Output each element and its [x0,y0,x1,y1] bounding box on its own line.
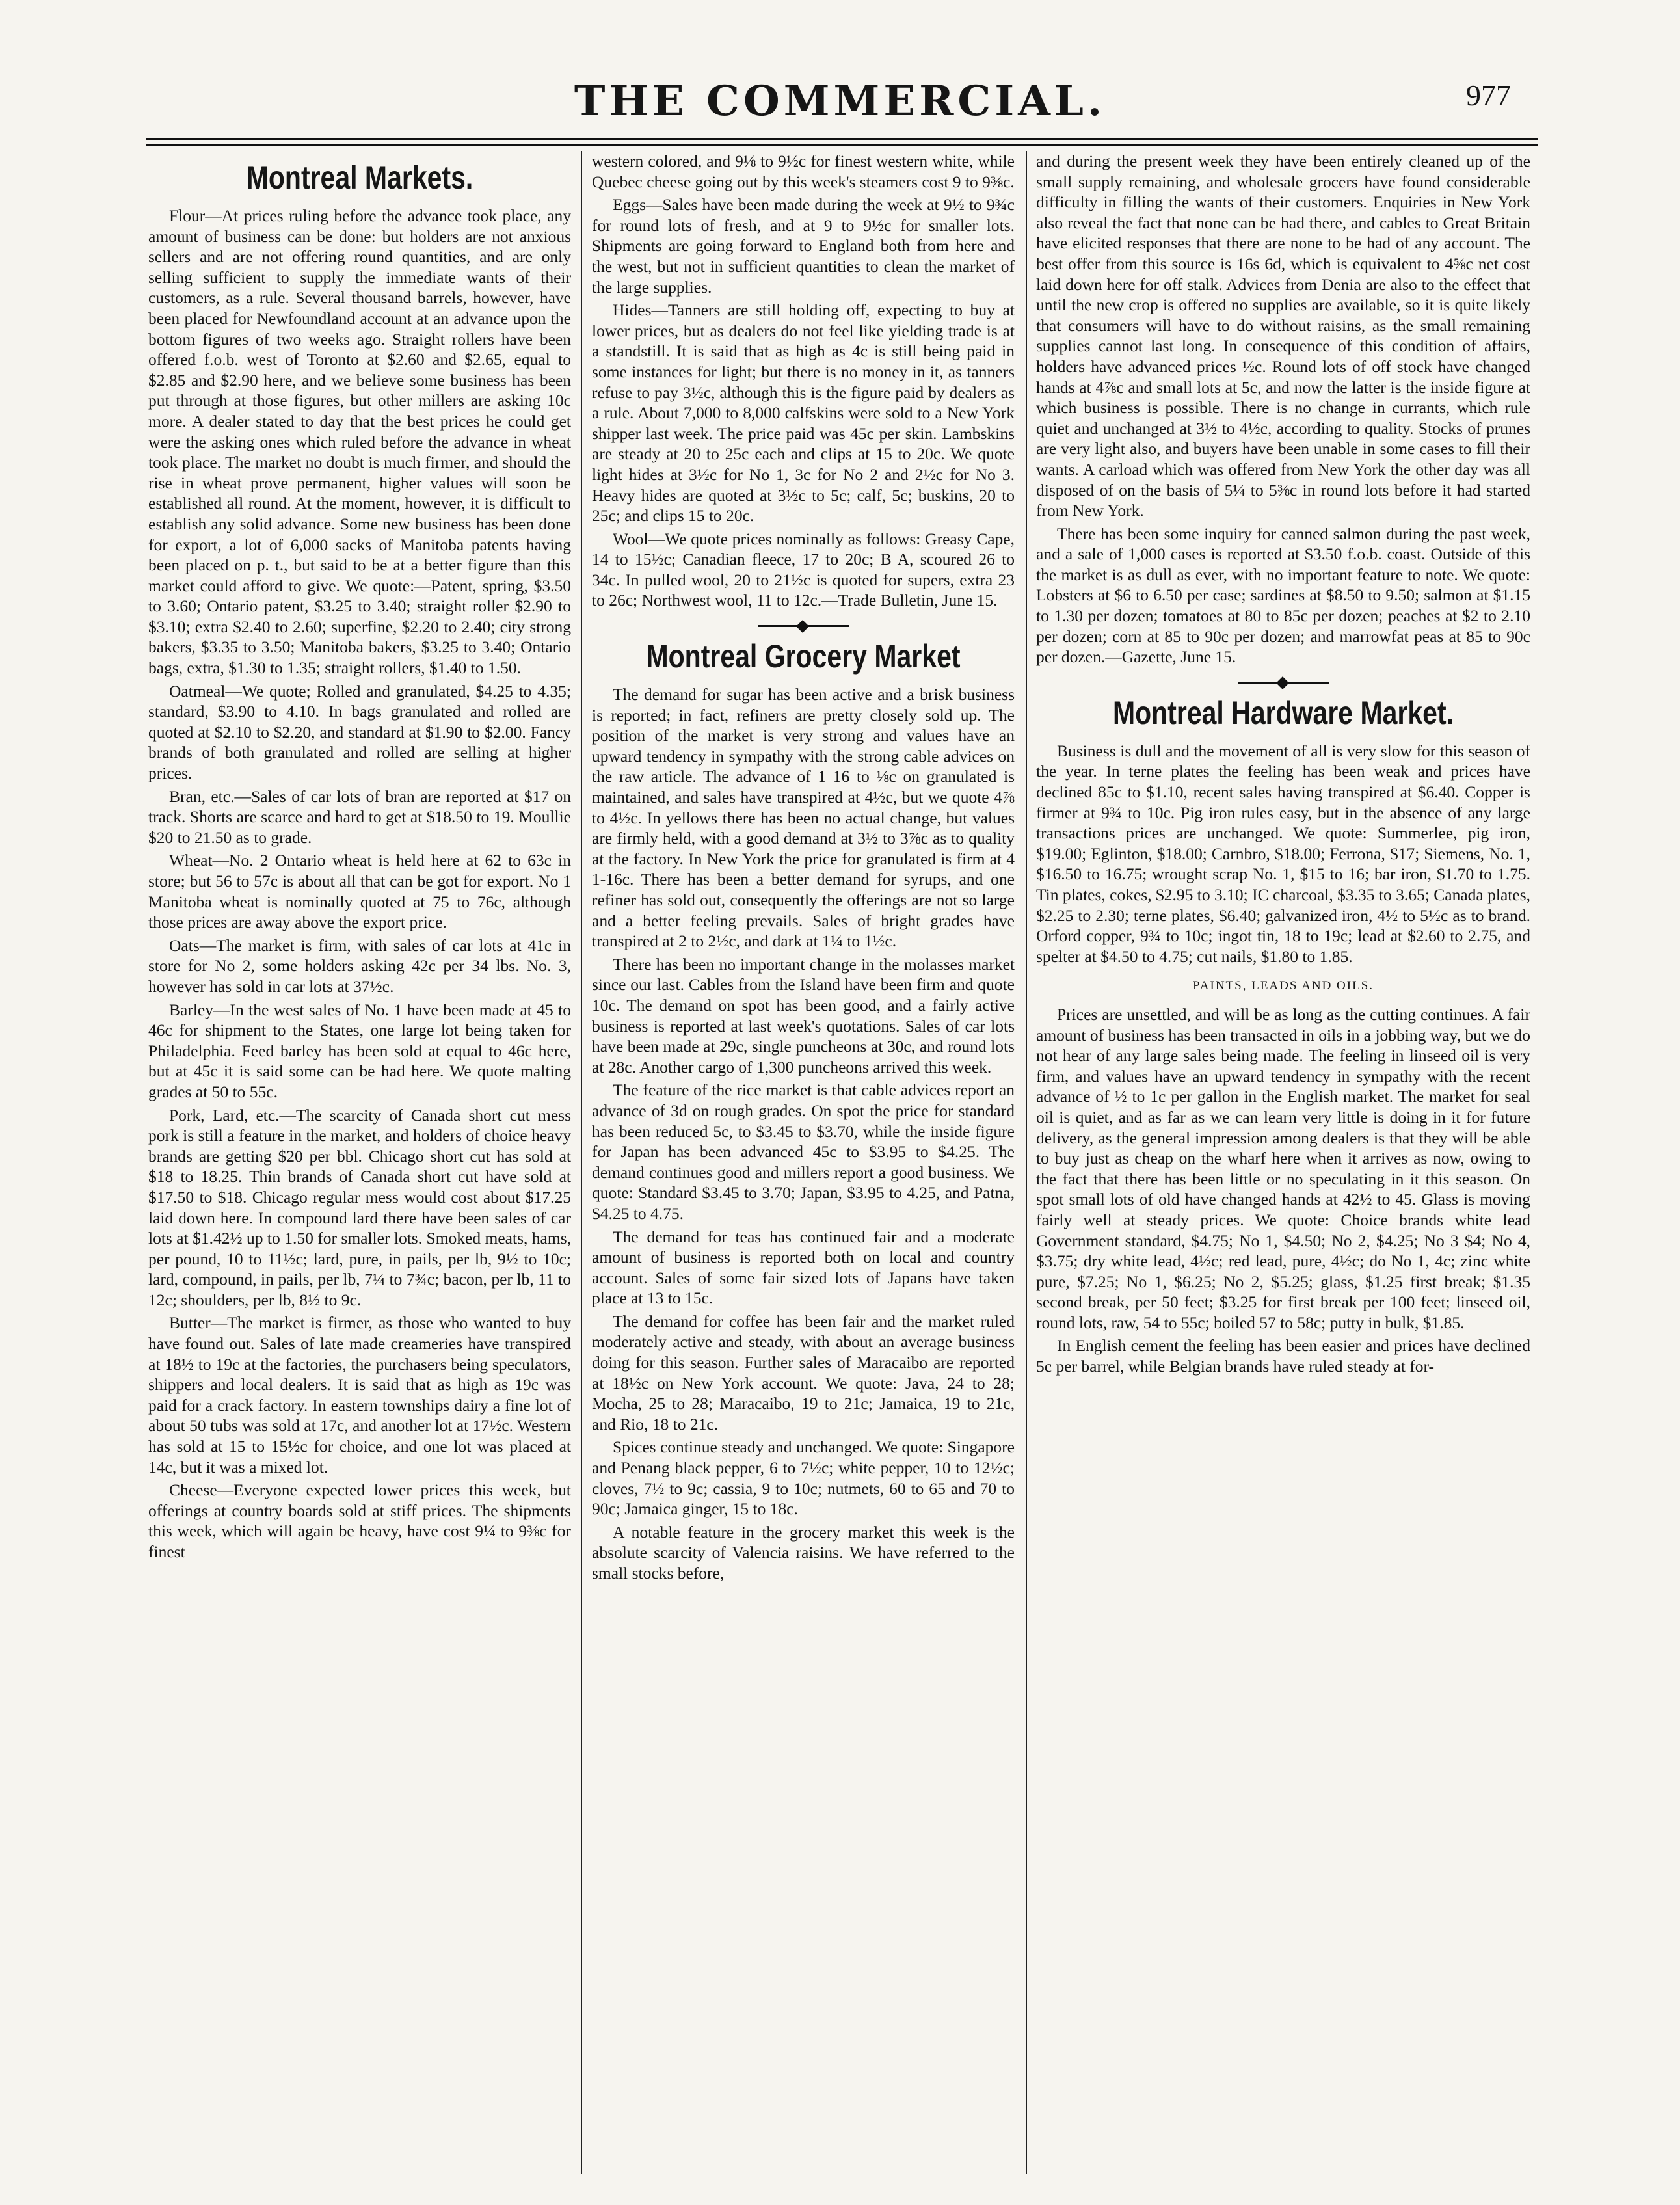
masthead-title: THE COMMERCIAL. [574,77,1106,126]
section-separator [1238,682,1329,684]
subheading-paints-leads-oils: PAINTS, LEADS AND OILS. [1192,979,1374,993]
article-paragraph: The feature of the rice market is that cable advices report an advance of 3d on rough grades. On spot the price for standard has been reduced 5c, to $3.45 to $3.70, while the inside figure for Japan has been advanced 45c to $3.95 to $4.25. The demand continues good and millers report a good business. We quote: Standard $3.45 to 3.70; Japan, $3.95 to 4.25, and Patna, $4.25 to 4.75. [592,1080,1015,1223]
section-heading-montreal-markets: Montreal Markets. [246,159,473,196]
article-paragraph: There has been some inquiry for canned salmon during the past week, and a sale of 1,000 cases is reported at $3.50 f.o.b. coast. Outside of this the market is as dull as ever, with no important feature to note. We quote: Lobsters at $6 to 6.50 per case; sardines at $8.50 to 9.50; salmon at $1.15 to 1.30 per dozen; tomatoes at 80 to 85c per dozen; peaches at $2 to 2.10 per dozen; corn at 85 to 90c per dozen; and marrowfat peas at 85 to 90c per dozen.—Gazette, June 15. [1036,524,1530,667]
article-paragraph: western colored, and 9⅛ to 9½c for finest western white, while Quebec cheese going out by this week's steamers cost 9 to 9⅜c. [592,152,1015,191]
article-paragraph: Hides—Tanners are still holding off, expecting to buy at lower prices, but as dealers do not feel like yielding trade is at a standstill. It is said that as high as 4c is still being paid in some instances for light; but there is no money in it, as tanners refuse to pay 3½c, although this is the figure paid by dealers as a rule. About 7,000 to 8,000 calfskins were sold to a New York shipper last week. The price paid was 45c per skin. Lambskins are steady at 20 to 25c each and clips at 15 to 20c. We quote light hides at 3½c for No 1, 3c for No 2 and 2½c for No 3. Heavy hides are quoted at 3½c to 5c; calf, 5c; buskins, 20 to 25c; and clips 15 to 20c. [592,301,1015,526]
article-paragraph: Barley—In the west sales of No. 1 have been made at 45 to 46c for shipment to the States, one large lot being taken for Philadelphia. Feed barley has been sold at equal to 46c here, but at 45c it is said some can be had here. We quote malting grades at 50 to 55c. [148,1000,571,1101]
article-paragraph: Oatmeal—We quote; Rolled and granulated, $4.25 to 4.35; standard, $3.90 to 4.10. In bags granulated and rolled are quoted at $2.10 to $2.20, and standard at $1.90 to $2.00. Fancy brands of both granulated and rolled are selling at higher prices. [148,681,571,783]
article-paragraph: The demand for sugar has been active and a brisk business is reported; in fact, refiners are pretty closely sold up. The position of the market is very strong and values have an upward tendency in sympathy with the strong cable advices on the raw article. The advance of 1 16 to ⅛c on granulated is maintained, and sales have transpired at 4½c, but we quote 4⅞ to 4½c. In yellows there has been no actual change, but values are firmly held, with a good demand at 3½ to 3⅞c as to quality at the factory. In New York the price for granulated is firm at 4 1-16c. There has been a better demand for syrups, and one refiner has sold out, consequently the offerings are not so large and a better feeling prevails. Sales of bright grades have transpired at 2 to 2½c, and dark at 1¼ to 1½c. [592,685,1015,951]
article-paragraph: Business is dull and the movement of all is very slow for this season of the year. In terne plates the feeling has been weak and prices have declined 85c to $1.10, recent sales having transpired at $6.40. Copper is firmer at 9¾ to 10c. Pig iron rules easy, but in the absence of any large transactions prices are unchanged. We quote: Summerlee, pig iron, $19.00; Eglinton, $18.00; Carnbro, $18.00; Ferrona, $17; Siemens, No. 1, $16.50 to 16.75; wrought scrap No. 1, $15 to 16; bar iron, $1.70 to 1.75. Tin plates, cokes, $2.95 to 3.10; IC charcoal, $3.35 to 3.65; Canada plates, $2.25 to 2.30; terne plates, $6.40; galvanized iron, 4½ to 5½c as to brand. Orford copper, 9¾ to 10c; ingot tin, 18 to 19c; lead at $2.60 to 2.75, and spelter at $4.50 to 4.75; cut nails, $1.80 to 1.85. [1036,741,1530,966]
article-paragraph: The demand for coffee has been fair and the market ruled moderately active and steady, with about an average business doing for this season. Further sales of Maracaibo are reported at 18½c on New York account. We quote: Java, 24 to 28; Mocha, 25 to 28; Maracaibo, 19 to 21c; Jamaica, 19 to 21c, and Rio, 18 to 21c. [592,1311,1015,1434]
article-paragraph: Cheese—Everyone expected lower prices this week, but offerings at country boards sold at stiff prices. The shipments this week, which will again be heavy, have cost 9¼ to 9⅜c for finest [148,1480,571,1561]
column-1 [148,151,571,2180]
article-paragraph: Wool—We quote prices nominally as follows: Greasy Cape, 14 to 15½c; Canadian fleece, 17 to 20c; B A, scoured 26 to 34c. In pulled wool, 20 to 21½c is quoted for supers, extra 23 to 26c; Northwest wool, 11 to 12c.—Trade Bulletin, June 15. [592,529,1015,610]
section-heading-grocery-market: Montreal Grocery Market [646,638,961,675]
article-paragraph: Oats—The market is firm, with sales of car lots at 41c in store for No 2, some holders asking 42c per 34 lbs. No. 3, however has sold in car lots at 37½c. [148,935,571,996]
article-paragraph: and during the present week they have been entirely cleaned up of the small supply remaining, and wholesale grocers have found considerable difficulty in filling the wants of their customers. Enquiries in New York also reveal the fact that none can be had there, and cables to Great Britain have elicited responses that there are none to be had of any account. The best offer from this source is 16s 6d, which is equivalent to 4⅝c net cost laid down here for off stalk. Advices from Denia are also to the effect that until the new crop is offered no supplies are available, so it is quite likely that consumers will have to do without raisins, as the small remaining supplies cannot last long. In consequence of this condition of affairs, holders have advanced prices ½c. Round lots of off stock have changed hands at 4⅞c and small lots at 5c, and now the latter is the inside figure at which business is possible. There is no change in currants, which rule quiet and unchanged at 3½ to 4½c, according to quality. Stocks of prunes are very light also, and buyers have been unable in some cases to fill their wants. A carload which was offered from New York the other day was all disposed of on the basis of 5¼ to 5⅜c in round lots before it had started from New York. [1036,152,1530,520]
column-2 [592,151,1015,2180]
section-heading-hardware-market: Montreal Hardware Market. [1112,694,1454,731]
article-paragraph: Pork, Lard, etc.—The scarcity of Canada short cut mess pork is still a feature in the market, and holders of choice heavy brands are getting $20 per bbl. Chicago short cut has sold at $18 to 18.25. Thin brands of Canada short cut have sold at $17.50 to $18. Chicago regular mess would cost about $17.25 laid down here. In compound lard there have been sales of car lots at $1.42½ up to 1.50 for smaller lots. Smoked meats, hams, per pound, 10 to 11½c; lard, pure, in pails, per lb, 9½ to 10c; lard, compound, in pails, per lb, 7¼ to 7¾c; bacon, per lb, 11 to 12c; shoulders, per lb, 8½ to 9c. [148,1105,571,1309]
column-3 [1036,151,1530,2180]
article-paragraph: Prices are unsettled, and will be as long as the cutting continues. A fair amount of business has been transacted in oils in a jobbing way, but we do not hear of any large sales being made. The feeling in linseed oil is very firm, and values have an upward tendency in sympathy with the recent advance of ½ to 1c per gallon in the English market. The market for seal oil is quiet, and as far as we can learn very little is doing in it for future delivery, as the general impression among dealers is that they will be able to buy just as cheap on the wharf here when it arrives as now, owing to the fact that there has been little or no speculating in it this season. On spot small lots of old have changed hands at 42½ to 45. Glass is moving fairly well at steady prices. We quote: Choice brands white lead Government standard, $4.75; No 1, $4.50; No 2, $4.25; No 3 $4; No 4, $3.75; dry white lead, 4½c; red lead, pure, 4½c; do No 1, 4c; zinc white pure, $7.25; No 1, $6.25; No 2, $5.25; glass, $1.25 first break; $1.35 second break, per 50 feet; $3.25 for first break per 100 feet; linseed oil, round lots, raw, 54 to 55c; boiled 57 to 58c; putty in bulk, $1.85. [1036,1004,1530,1332]
article-paragraph: Spices continue steady and unchanged. We quote: Singapore and Penang black pepper, 6 to 7½c; white pepper, 10 to 12½c; cloves, 7½ to 9c; cassia, 9 to 10c; nutmets, 60 to 65 and 70 to 90c; Jamaica ginger, 15 to 18c. [592,1437,1015,1519]
article-paragraph: Butter—The market is firmer, as those who wanted to buy have found out. Sales of late made creameries have transpired at 18½ to 19c at the factories, the purchasers being speculators, shippers and local dealers. It is said that as high as 19c was paid for a crack factory. In eastern townships dairy a fine lot of about 50 tubs was sold at 17c, and another lot at 17½c. Western has sold at 15 to 15½c for choice, and one lot was placed at 14c, but it was a mixed lot. [148,1313,571,1477]
masthead [0,0,1680,143]
article-paragraph: There has been no important change in the molasses market since our last. Cables from the Island have been firm and quote 10c. The demand on spot has been good, and a fairly active business is reported at last week's quotations. Sales of car lots have been made at 29c, single puncheons at 30c, and round lots at 28c. Another cargo of 1,300 puncheons arrived this week. [592,954,1015,1076]
top-rule-thin [146,144,1538,146]
article-paragraph: Eggs—Sales have been made during the week at 9½ to 9¾c for round lots of fresh, and at 9 to 9½c for smaller lots. Shipments are going forward to England both from here and the west, but not in sufficient quantities to clean the market of the large supplies. [592,195,1015,297]
article-paragraph: In English cement the feeling has been easier and prices have declined 5c per barrel, while Belgian brands have ruled steady at for- [1036,1336,1530,1376]
article-paragraph: A notable feature in the grocery market this week is the absolute scarcity of Valencia raisins. We have referred to the small stocks before, [592,1522,1015,1583]
column-divider [1026,151,1027,2174]
column-divider [581,151,582,2174]
top-rule [146,138,1538,140]
article-paragraph: Wheat—No. 2 Ontario wheat is held here at 62 to 63c in store; but 56 to 57c is about all that can be got for export. No 1 Manitoba wheat is nominally quoted at 75 to 76c, although those prices are away above the export price. [148,851,571,932]
page-number: 977 [1466,79,1511,112]
article-paragraph: Bran, etc.—Sales of car lots of bran are reported at $17 on track. Shorts are scarce and hard to get at $18.50 to 19. Moullie $20 to 21.50 as to grade. [148,786,571,847]
article-paragraph: The demand for teas has continued fair and a moderate amount of business is reported both on local and country account. Sales of some fair sized lots of Japans have taken place at 13 to 15c. [592,1227,1015,1308]
article-paragraph: Flour—At prices ruling before the advance took place, any amount of business can be done: but holders are not anxious sellers and are not offering round quantities, and are only selling sufficient to supply the immediate wants of their customers, as a rule. Several thousand barrels, however, have been placed for Newfoundland account at an advance upon the bottom figures of two weeks ago. Straight rollers have been offered f.o.b. west of Toronto at $2.60 and $2.65, equal to $2.85 and $2.90 here, and we believe some business has been put through at those figures, but other millers are asking 10c more. A dealer stated to day that the best prices he could get were the asking ones which ruled before the advance in wheat took place. The market no doubt is much firmer, and should the rise in wheat prove permanent, higher values will soon be established all round. At the moment, however, it is difficult to establish any solid advance. Some new business has been done for export, a lot of 6,000 sacks of Manitoba patents having been placed on p. t., but said to be at a better figure than this market could afford to give. We quote:—Patent, spring, $3.50 to 3.60; Ontario patent, $3.25 to 3.40; straight roller $2.90 to $3.10; extra $2.40 to 2.60; superfine, $2.20 to 2.40; city strong bakers, $3.35 to 3.50; Manitoba bakers, $3.25 to 3.40; Ontario bags, extra, $1.30 to 1.35; straight rollers, $1.40 to 1.50. [148,206,571,678]
section-separator [758,625,849,627]
